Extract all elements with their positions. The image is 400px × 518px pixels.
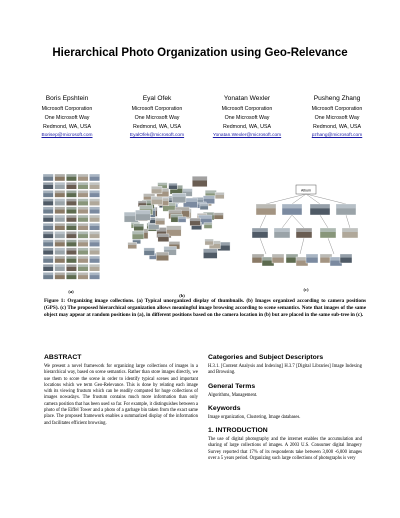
author-email-link[interactable]: Borisep@microsoft.com <box>41 133 93 138</box>
photo-thumbnail <box>78 223 88 230</box>
figure-sublabel-c: (c) <box>303 287 309 292</box>
photo-thumbnail <box>55 199 65 206</box>
thumbnail-grid-graphic <box>42 172 102 284</box>
photo-thumbnail <box>89 240 99 247</box>
photo-thumbnail <box>203 249 217 259</box>
photo-thumbnail <box>178 217 186 223</box>
photo-thumbnail <box>43 223 53 230</box>
photo-thumbnail <box>78 231 88 238</box>
photo-thumbnail <box>190 218 201 225</box>
tree-root-label: Album <box>301 188 311 193</box>
author-street: One Microsoft Way <box>224 115 270 121</box>
photo-thumbnail <box>66 248 76 255</box>
photo-thumbnail <box>66 231 76 238</box>
photo-thumbnail <box>78 190 88 197</box>
tree-node-photo <box>310 204 330 215</box>
photo-thumbnail <box>43 272 53 279</box>
photo-thumbnail <box>55 182 65 189</box>
photo-thumbnail <box>200 204 208 210</box>
photo-thumbnail <box>134 224 144 231</box>
photo-thumbnail <box>151 186 162 193</box>
photo-thumbnail <box>132 231 144 239</box>
photo-thumbnail <box>66 199 76 206</box>
figure-1b-scattered-photos <box>114 172 238 282</box>
photo-thumbnail <box>66 272 76 279</box>
photo-thumbnail <box>89 207 99 214</box>
photo-thumbnail <box>66 264 76 271</box>
tree-leaf-photo <box>272 254 284 263</box>
photo-thumbnail <box>66 207 76 214</box>
author-street: One Microsoft Way <box>314 115 360 121</box>
photo-thumbnail <box>78 248 88 255</box>
photo-thumbnail <box>55 190 65 197</box>
photo-thumbnail <box>78 240 88 247</box>
introduction-text: The use of digital photography and the internet enables the accumulation and sharing of large collections of images. A 2003 U.S. Consumer digital Imagery Survey reported that 17% of its respondents take between 3,000 -6,000 images over a 5 years period. Organizing such large collections of photographs is very <box>208 437 362 462</box>
author-org: Microsoft Corporation <box>221 106 273 112</box>
abstract-heading: ABSTRACT <box>44 354 82 361</box>
photo-thumbnail <box>55 207 65 214</box>
right-column <box>208 354 362 462</box>
tree-node-photo <box>256 204 276 215</box>
photo-thumbnail <box>55 272 65 279</box>
author-street: One Microsoft Way <box>134 115 180 121</box>
photo-thumbnail <box>55 231 65 238</box>
photo-thumbnail <box>214 213 223 220</box>
author-city: Redmond, WA, USA <box>42 124 92 130</box>
author-city: Redmond, WA, USA <box>132 124 182 130</box>
photo-thumbnail <box>66 182 76 189</box>
photo-thumbnail <box>78 207 88 214</box>
scattered-photos-graphic <box>114 172 238 284</box>
author-2 <box>112 95 202 138</box>
photo-thumbnail <box>78 199 88 206</box>
photo-thumbnail <box>89 248 99 255</box>
author-email-link[interactable]: EyalOfek@microsoft.com <box>129 133 185 138</box>
author-4 <box>292 95 382 138</box>
keywords-heading: Keywords <box>208 404 241 412</box>
photo-thumbnail <box>55 264 65 271</box>
author-city: Redmond, WA, USA <box>312 124 362 130</box>
tree-node-photo <box>282 204 302 215</box>
author-1 <box>22 95 112 138</box>
photo-thumbnail <box>43 190 53 197</box>
photo-thumbnail <box>155 218 165 225</box>
photo-thumbnail <box>78 182 88 189</box>
photo-thumbnail <box>43 240 53 247</box>
photo-thumbnail <box>78 174 88 181</box>
photo-thumbnail <box>89 256 99 263</box>
author-name: Pusheng Zhang <box>313 95 361 102</box>
abstract-text: We present a novel framework for organizing large collections of images in a hierarchical way, based on scene semantics. Rather than store images directly, we use them to score the scene in order to identify typical scenes and important locations which we term Geo-Relevance. This is done by relating each image with its viewing frustum which can be readily computed for huge collections of images nowadays. The frustum contains much more information than only camera position that has been used so far. For example, it distinguishes between a photo of the Eiffel Tower and a photo of a garbage bin taken from the exact same place. The proposed framework enables a summarized display of the information and facilitates efficient browsing. <box>44 364 198 426</box>
keywords-text: Image organization, Clustering, Image databases. <box>208 414 301 420</box>
author-org: Microsoft Corporation <box>41 106 93 112</box>
figure-sublabel-b: (b) <box>179 293 185 298</box>
photo-thumbnail <box>43 215 53 222</box>
general-terms-heading: General Terms <box>208 382 256 390</box>
photo-thumbnail <box>55 215 65 222</box>
photo-thumbnail <box>128 242 137 248</box>
photo-thumbnail <box>55 256 65 263</box>
figure-1a-thumbnail-grid <box>42 172 102 282</box>
author-block <box>22 95 382 138</box>
photo-thumbnail <box>78 256 88 263</box>
hierarchy-tree-graphic <box>250 180 362 282</box>
photo-thumbnail <box>158 234 169 242</box>
categories-heading: Categories and Subject Descriptors <box>208 354 324 361</box>
tree-node-photo <box>336 204 356 215</box>
paper-title: Hierarchical Photo Organization using Geo-Relevance <box>52 47 348 59</box>
photo-thumbnail <box>89 215 99 222</box>
photo-thumbnail <box>43 256 53 263</box>
author-org: Microsoft Corporation <box>311 106 363 112</box>
photo-thumbnail <box>43 174 53 181</box>
figure-caption: Figure 1: Organizing image collections. (a) Typical unorganized display of thumbnails. (b) Images organized according to camera positions (GPS). (c) The proposed hierarchical organization allows meaningful image browsing according to scene semantics. Note that images of the same object may appear at random positions in (a), in different positions based on the camera location in (b) but are placed in the same sub-tree in (c). <box>44 298 366 318</box>
figure-1c-hierarchy-tree <box>250 180 362 290</box>
author-city: Redmond, WA, USA <box>222 124 272 130</box>
author-email-link[interactable]: pzhang@microsoft.com <box>311 133 363 138</box>
photo-thumbnail <box>89 182 99 189</box>
tree-node-photo <box>252 228 268 238</box>
tree-leaf-photo <box>340 254 352 263</box>
author-3 <box>202 95 292 138</box>
photo-thumbnail <box>205 239 214 245</box>
photo-thumbnail <box>172 193 186 203</box>
photo-thumbnail <box>43 182 53 189</box>
author-name: Boris Epshtein <box>45 95 89 102</box>
photo-thumbnail <box>89 199 99 206</box>
photo-thumbnail <box>89 223 99 230</box>
photo-thumbnail <box>192 176 207 186</box>
photo-thumbnail <box>78 215 88 222</box>
photo-thumbnail <box>151 196 162 204</box>
author-org: Microsoft Corporation <box>131 106 183 112</box>
photo-thumbnail <box>55 174 65 181</box>
left-column <box>44 354 198 427</box>
photo-thumbnail <box>89 264 99 271</box>
photo-thumbnail <box>89 231 99 238</box>
photo-thumbnail <box>169 183 178 189</box>
photo-thumbnail <box>156 252 168 261</box>
photo-thumbnail <box>66 174 76 181</box>
photo-thumbnail <box>66 240 76 247</box>
photo-thumbnail <box>78 264 88 271</box>
photo-thumbnail <box>66 223 76 230</box>
photo-thumbnail <box>136 210 151 220</box>
photo-thumbnail <box>89 174 99 181</box>
photo-thumbnail <box>204 223 212 229</box>
photo-thumbnail <box>43 248 53 255</box>
general-terms-text: Algorithms, Management. <box>208 392 258 398</box>
photo-thumbnail <box>144 248 155 255</box>
photo-thumbnail <box>66 256 76 263</box>
author-street: One Microsoft Way <box>44 115 90 121</box>
tree-node-photo <box>296 228 312 238</box>
photo-thumbnail <box>43 264 53 271</box>
photo-thumbnail <box>89 190 99 197</box>
photo-thumbnail <box>43 207 53 214</box>
tree-leaf-photo <box>306 254 318 263</box>
author-name: Eyal Ofek <box>142 95 172 102</box>
photo-thumbnail <box>215 192 224 198</box>
photo-thumbnail <box>55 240 65 247</box>
figure-sublabel-a: (a) <box>68 289 74 294</box>
categories-text: H.3.1. [Content Analysis and Indexing] H.3.7 [Digital Libraries] Image Indexing and Browsing. <box>208 364 362 376</box>
photo-thumbnail <box>55 223 65 230</box>
photo-thumbnail <box>66 215 76 222</box>
photo-thumbnail <box>78 272 88 279</box>
author-email-link[interactable]: Yonatan.Wexler@microsoft.com <box>212 133 282 138</box>
tree-node-photo <box>320 228 336 238</box>
tree-node-photo <box>274 228 290 238</box>
photo-thumbnail <box>55 248 65 255</box>
photo-thumbnail <box>43 199 53 206</box>
photo-thumbnail <box>66 190 76 197</box>
tree-node-photo <box>342 228 358 238</box>
introduction-heading: 1. INTRODUCTION <box>208 427 268 435</box>
photo-thumbnail <box>43 231 53 238</box>
photo-thumbnail <box>89 272 99 279</box>
author-name: Yonatan Wexler <box>223 95 271 102</box>
